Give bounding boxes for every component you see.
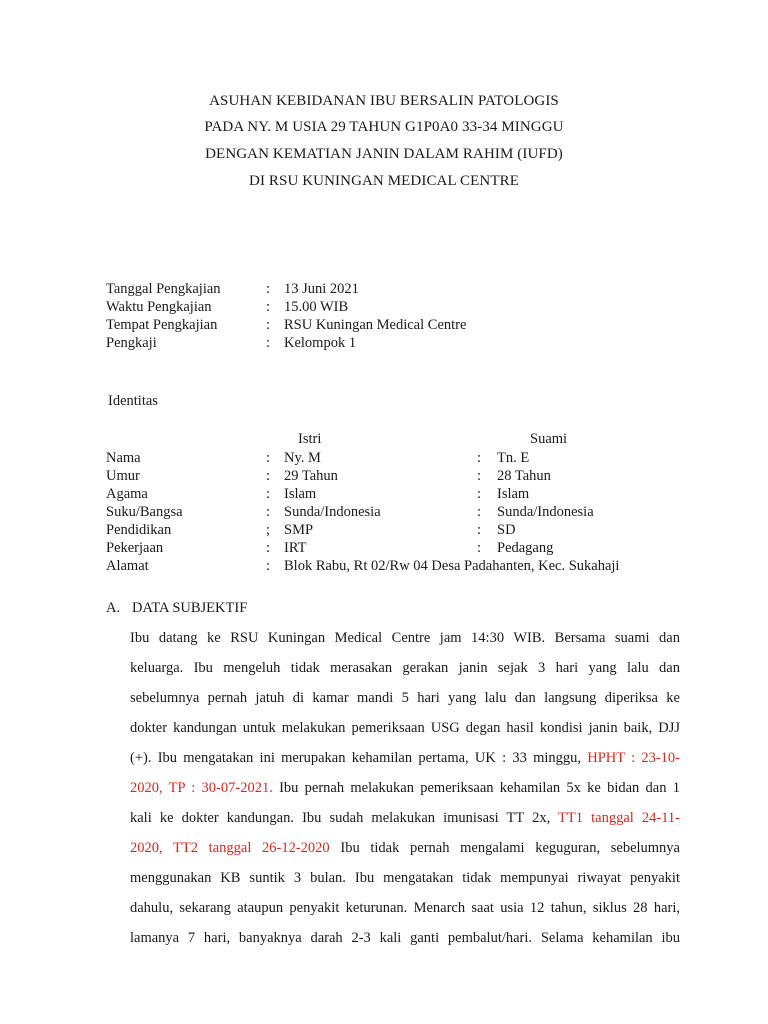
paragraph-line xyxy=(130,683,680,713)
paragraph-text: kali ke dokter kandungan. Ibu sudah melakukan imunisasi TT 2x, xyxy=(130,810,559,826)
assessment-label: Tanggal Pengkajian xyxy=(106,281,221,297)
paragraph-text: keluarga. Ibu mengeluh tidak merasakan gerakan janin sejak 3 hari yang lalu dan xyxy=(130,660,680,676)
paragraph-text: Ibu tidak pernah mengalami keguguran, sebelumnya xyxy=(329,840,680,856)
paragraph-text: sebelumnya pernah jatuh di kamar mandi 5 hari yang lalu dan langsung diperiksa ke xyxy=(130,690,680,706)
assessment-separator: : xyxy=(266,317,271,333)
paragraph-line xyxy=(130,713,680,743)
identity-separator: : xyxy=(477,450,482,466)
identity-wife-value: SMP xyxy=(284,522,314,538)
paragraph-line xyxy=(130,803,680,833)
paragraph-line xyxy=(130,923,680,953)
paragraph-line xyxy=(130,833,680,863)
identity-label: Nama xyxy=(106,450,141,466)
title-line-2: PADA NY. M USIA 29 TAHUN G1P0A0 33-34 MINGGU xyxy=(204,119,564,135)
identity-wife-value: IRT xyxy=(284,540,307,556)
assessment-value: 15.00 WIB xyxy=(284,299,349,315)
assessment-label: Pengkaji xyxy=(106,335,157,351)
address-separator: : xyxy=(266,558,271,574)
paragraph-text: dokter kandungan untuk melakukan pemeriksaan USG degan hasil kondisi janin baik, DJJ xyxy=(130,720,680,736)
assessment-label: Tempat Pengkajian xyxy=(106,317,218,333)
identity-heading: Identitas xyxy=(108,393,158,409)
identity-wife-value: Ny. M xyxy=(284,450,321,466)
identity-separator: : xyxy=(477,540,482,556)
paragraph-text: Ibu pernah melakukan pemeriksaan kehamilan 5x ke bidan dan 1 xyxy=(279,780,680,796)
identity-wife-value: Islam xyxy=(284,486,317,502)
identity-husband-value: SD xyxy=(497,522,516,538)
assessment-separator: : xyxy=(266,299,271,315)
identity-label: Agama xyxy=(106,486,148,502)
paragraph-text: menggunakan KB suntik 3 bulan. Ibu mengatakan tidak mempunyai riwayat penyakit xyxy=(130,870,680,886)
identity-husband-value: 28 Tahun xyxy=(497,468,551,484)
paragraph-text: (+). Ibu mengatakan ini merupakan kehamilan pertama, UK : 33 minggu, xyxy=(130,750,588,766)
identity-label: Umur xyxy=(106,468,140,484)
paragraph-text: dahulu, sekarang ataupun penyakit keturunan. Menarch saat usia 12 tahun, siklus 28 hari, xyxy=(130,900,680,916)
identity-separator: : xyxy=(266,468,271,484)
title-line-1: ASUHAN KEBIDANAN IBU BERSALIN PATOLOGIS xyxy=(209,93,559,109)
paragraph-text: Ibu datang ke RSU Kuningan Medical Centre jam 14:30 WIB. Bersama suami dan xyxy=(130,630,680,646)
identity-separator: : xyxy=(477,504,482,520)
title-line-4: DI RSU KUNINGAN MEDICAL CENTRE xyxy=(249,173,519,189)
section-heading: DATA SUBJEKTIF xyxy=(132,600,248,616)
paragraph-line xyxy=(130,863,680,893)
identity-husband-value: Islam xyxy=(497,486,530,502)
highlighted-text: TT1 tanggal 24-11- xyxy=(558,810,680,826)
section-paragraph xyxy=(130,623,680,953)
address-value: Blok Rabu, Rt 02/Rw 04 Desa Padahanten, Kec. Sukahaji xyxy=(284,558,620,574)
identity-husband-value: Tn. E xyxy=(497,450,530,466)
identity-husband-value: Pedagang xyxy=(497,540,554,556)
assessment-value: Kelompok 1 xyxy=(284,335,357,351)
highlighted-text: 2020, TT2 tanggal 26-12-2020 xyxy=(130,840,330,856)
paragraph-line xyxy=(130,623,680,653)
identity-separator: : xyxy=(266,486,271,502)
paragraph-line xyxy=(130,653,680,683)
identity-label: Suku/Bangsa xyxy=(106,504,183,520)
paragraph-line xyxy=(130,893,680,923)
paragraph-text: lamanya 7 hari, banyaknya darah 2-3 kali ganti pembalut/hari. Selama kehamilan ibu xyxy=(130,930,680,946)
identity-label: Pekerjaan xyxy=(106,540,164,556)
identity-separator: : xyxy=(477,468,482,484)
assessment-value: RSU Kuningan Medical Centre xyxy=(284,317,467,333)
identity-separator: : xyxy=(266,450,271,466)
identity-wife-value: Sunda/Indonesia xyxy=(284,504,381,520)
identity-separator: : xyxy=(477,486,482,502)
identity-separator: ; xyxy=(266,522,271,538)
assessment-separator: : xyxy=(266,335,271,351)
identity-separator: : xyxy=(266,540,271,556)
identity-separator: : xyxy=(477,522,482,538)
section-marker: A. xyxy=(106,600,121,616)
identity-label: Pendidikan xyxy=(106,522,172,538)
column-header-husband: Suami xyxy=(530,431,568,447)
highlighted-text: 2020, TP : 30-07-2021. xyxy=(130,780,280,796)
identity-wife-value: 29 Tahun xyxy=(284,468,338,484)
highlighted-text: HPHT : 23-10- xyxy=(587,750,680,766)
address-label: Alamat xyxy=(106,558,149,574)
assessment-label: Waktu Pengkajian xyxy=(106,299,212,315)
assessment-separator: : xyxy=(266,281,271,297)
paragraph-line xyxy=(130,773,680,803)
identity-separator: : xyxy=(266,504,271,520)
identity-husband-value: Sunda/Indonesia xyxy=(497,504,594,520)
paragraph-line xyxy=(130,743,680,773)
title-line-3: DENGAN KEMATIAN JANIN DALAM RAHIM (IUFD) xyxy=(205,146,563,162)
assessment-value: 13 Juni 2021 xyxy=(284,281,359,297)
column-header-wife: Istri xyxy=(298,431,322,447)
